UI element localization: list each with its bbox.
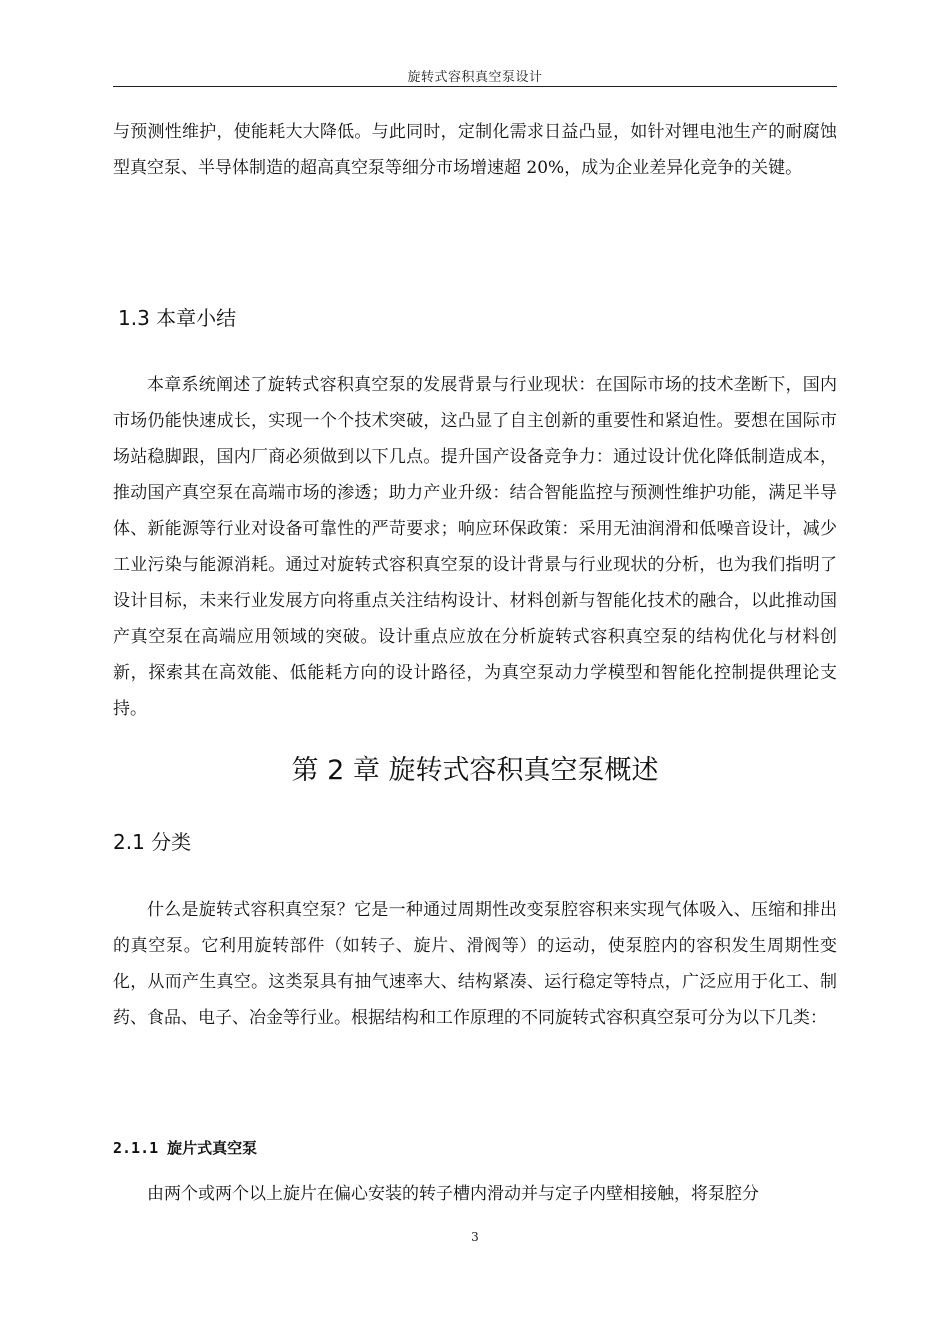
section-2-1-paragraph: 什么是旋转式容积真空泵？它是一种通过周期性改变泵腔容积来实现气体吸入、压缩和排出的真空泵。它利用旋转部件（如转子、旋片、滑阀等）的运动，使泵腔内的容积发生周期性变化，从而产生真空。这类泵具有抽气速率大、结构紧凑、运行稳定等特点，广泛应用于化工、制药、食品、电子、冶金等行业。根据结构和工作原理的不同旋转式容积真空泵可分为以下几类：: [113, 900, 837, 1028]
subsection-2-1-1-paragraph: 由两个或两个以上旋片在偏心安装的转子槽内滑动并与定子内壁相接触，将泵腔分: [147, 1184, 759, 1204]
running-header: 旋转式容积真空泵设计: [407, 70, 543, 85]
section-heading-2-1: 2.1 分类: [113, 830, 192, 854]
header-divider: [113, 86, 837, 87]
section-1-3-paragraph: 本章系统阐述了旋转式容积真空泵的发展背景与行业现状：在国际市场的技术垄断下，国内市场仍能快速成长，实现一个个技术突破，这凸显了自主创新的重要性和紧迫性。要想在国际市场站稳脚跟，国内厂商必须做到以下几点。提升国产设备竞争力：通过设计优化降低制造成本，推动国产真空泵在高端市场的渗透；助力产业升级：结合智能监控与预测性维护功能，满足半导体、新能源等行业对设备可靠性的严苛要求；响应环保政策：采用无油润滑和低噪音设计，减少工业污染与能源消耗。通过对旋转式容积真空泵的设计背景与行业现状的分析，也为我们指明了设计目标，未来行业发展方向将重点关注结构设计、材料创新与智能化技术的融合，以此推动国产真空泵在高端应用领域的突破。设计重点应放在分析旋转式容积真空泵的结构优化与材料创新，探索其在高效能、低能耗方向的设计路径，为真空泵动力学模型和智能化控制提供理论支持。: [113, 375, 837, 719]
subsection-heading-2-1-1: 2.1.1 旋片式真空泵: [113, 1139, 258, 1157]
chapter-heading: 第 2 章 旋转式容积真空泵概述: [291, 755, 659, 786]
intro-paragraph: 与预测性维护，使能耗大大降低。与此同时，定制化需求日益凸显，如针对锂电池生产的耐腐蚀型真空泵、半导体制造的超高真空泵等细分市场增速超 20%，成为企业差异化竞争的关键。: [113, 122, 837, 178]
page-number: 3: [471, 1230, 479, 1244]
section-heading-1-3: 1.3 本章小结: [118, 306, 237, 330]
